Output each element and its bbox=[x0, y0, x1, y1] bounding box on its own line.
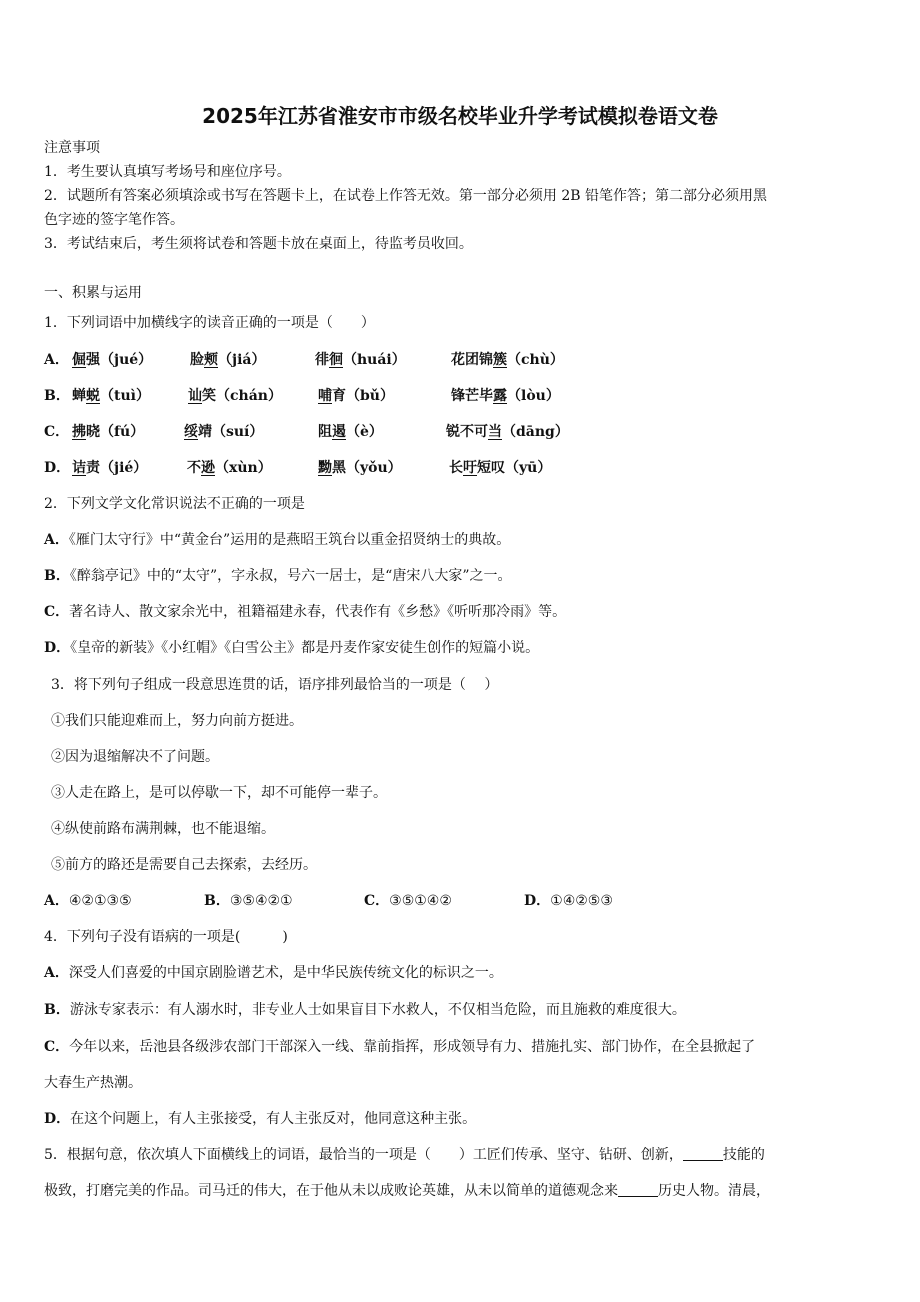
option-label: D． bbox=[44, 460, 71, 476]
option-label: A． bbox=[44, 352, 69, 368]
q3-option-a: A． ④②①③⑤ bbox=[44, 893, 132, 909]
fill-blank-2 bbox=[618, 1182, 658, 1197]
question-5-line-2: 极致，打磨完美的作品。司马迁的伟大，在于他从未以成败论英雄，从未以简单的道德观念来 历史人物。清晨， bbox=[44, 1183, 770, 1199]
question-3-stem: 3．将下列句子组成一段意思连贯的话，语序排列最恰当的一项是（ ） bbox=[51, 677, 499, 693]
q1-c-item-2: 绥靖（suí） bbox=[184, 424, 264, 440]
q3-option-b: B． ③⑤④②① bbox=[204, 893, 293, 909]
q4-option-a: A．深受人们喜爱的中国京剧脸谱艺术，是中华民族传统文化的标识之一。 bbox=[44, 965, 503, 981]
question-2-stem: 2．下列文学文化常识说法不正确的一项是 bbox=[44, 496, 305, 512]
q3-sentence-3: ③人走在路上，是可以停歇一下，却不可能停一辈子。 bbox=[51, 785, 387, 801]
q2-option-d: D．《皇帝的新装》《小红帽》《白雪公主》都是丹麦作家安徒生创作的短篇小说。 bbox=[44, 640, 540, 656]
fill-blank-1 bbox=[683, 1146, 723, 1161]
note-item-2-cont: 色字迹的签字笔作答。 bbox=[44, 212, 184, 228]
q1-a-item-4: 花团锦簇（chù） bbox=[451, 352, 564, 368]
q1-d-item-4: 长吁短叹（yū） bbox=[449, 460, 552, 476]
q4-option-c-cont: 大春生产热潮。 bbox=[44, 1075, 142, 1091]
q3-sentence-4: ④纵使前路布满荆棘，也不能退缩。 bbox=[51, 821, 275, 837]
q1-b-item-4: 锋芒毕露（lòu） bbox=[451, 388, 560, 404]
note-item-1: 1．考生要认真填写考场号和座位序号。 bbox=[44, 164, 291, 180]
q1-c-item-1: 拂晓（fú） bbox=[72, 424, 145, 440]
q1-c-item-3: 阻遏（è） bbox=[318, 424, 383, 440]
q3-sentence-5: ⑤前方的路还是需要自己去探索，去经历。 bbox=[51, 857, 317, 873]
question-1-stem: 1．下列词语中加横线字的读音正确的一项是（ ） bbox=[44, 315, 375, 331]
option-label: C． bbox=[44, 424, 70, 440]
q2-option-b: B．《醉翁亭记》中的“太守”，字永叔，号六一居士，是“唐宋八大家”之一。 bbox=[44, 568, 512, 584]
q1-d-item-1: 诘责（jié） bbox=[72, 460, 148, 476]
q4-option-b: B．游泳专家表示：有人溺水时，非专业人士如果盲目下水救人，不仅相当危险，而且施救的难度很大。 bbox=[44, 1002, 686, 1018]
q2-option-c: C．著名诗人、散文家余光中，祖籍福建永春，代表作有《乡愁》《听听那冷雨》等。 bbox=[44, 604, 567, 620]
q3-option-c: C． ③⑤①④② bbox=[364, 893, 452, 909]
q1-b-item-2: 讪笑（chán） bbox=[188, 388, 282, 404]
option-label: B． bbox=[44, 388, 70, 404]
q1-a-item-3: 徘徊（huái） bbox=[315, 352, 406, 368]
q4-option-d: D．在这个问题上，有人主张接受，有人主张反对，他同意这种主张。 bbox=[44, 1111, 477, 1127]
page-title: 2025年江苏省淮安市市级名校毕业升学考试模拟卷语文卷 bbox=[202, 104, 718, 128]
question-4-stem: 4．下列句子没有语病的一项是( ) bbox=[44, 929, 288, 945]
question-5-line-1: 5．根据句意，依次填人下面横线上的词语，最恰当的一项是（ ）工匠们传承、坚守、钻研、创新， 技能的 bbox=[44, 1147, 765, 1163]
q1-b-item-3: 哺育（bǔ） bbox=[318, 388, 394, 404]
q3-option-d: D． ①④②⑤③ bbox=[524, 893, 613, 909]
q1-c-item-4: 锐不可当（dāng） bbox=[446, 424, 569, 440]
section-heading: 一、积累与运用 bbox=[44, 285, 142, 301]
q1-d-item-2: 不逊（xùn） bbox=[187, 460, 272, 476]
q1-a-item-1: 倔强（jué） bbox=[72, 352, 153, 368]
q3-sentence-1: ①我们只能迎难而上，努力向前方挺进。 bbox=[51, 713, 303, 729]
q1-d-item-3: 黝黑（yǒu） bbox=[318, 460, 402, 476]
q4-option-c: C．今年以来，岳池县各级涉农部门干部深入一线、靠前指挥，形成领导有力、措施扎实、部门协作，在全县掀起了 bbox=[44, 1039, 756, 1055]
q1-b-item-1: 蝉蜕（tuì） bbox=[72, 388, 150, 404]
q3-sentence-2: ②因为退缩解决不了问题。 bbox=[51, 749, 219, 765]
notes-heading: 注意事项 bbox=[44, 140, 100, 156]
note-item-2: 2．试题所有答案必须填涂或书写在答题卡上，在试卷上作答无效。第一部分必须用 2B 铅笔作答；第二部分必须用黑 bbox=[44, 188, 767, 204]
q2-option-a: A．《雁门太守行》中“黄金台”运用的是燕昭王筑台以重金招贤纳士的典故。 bbox=[44, 532, 511, 548]
note-item-3: 3．考试结束后，考生须将试卷和答题卡放在桌面上，待监考员收回。 bbox=[44, 236, 473, 252]
q1-a-item-2: 脸颊（jiá） bbox=[190, 352, 266, 368]
